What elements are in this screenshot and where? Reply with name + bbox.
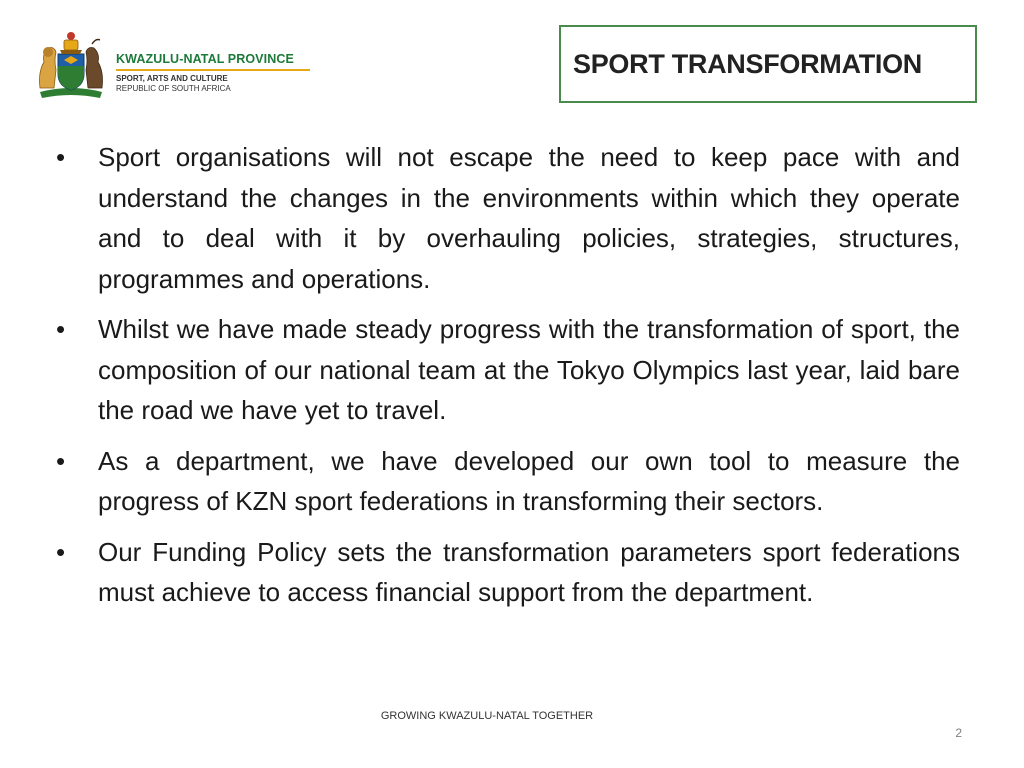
- logo-department-name: SPORT, ARTS AND CULTURE: [116, 74, 228, 83]
- bullet-marker: •: [56, 142, 66, 172]
- bullet-item: [56, 309, 960, 431]
- footer-tagline: GROWING KWAZULU-NATAL TOGETHER: [380, 710, 594, 722]
- bullet-text: Whilst we have made steady progress with the transformation of sport, the composition of our national team at the Tokyo Olympics last year, laid bare the road we have yet to travel.: [98, 314, 960, 425]
- bullet-text: As a department, we have developed our own tool to measure the progress of KZN sport federations in transforming their sectors.: [98, 445, 960, 516]
- bullet-item: [56, 441, 960, 522]
- page-number: 2: [955, 726, 962, 740]
- bullet-list: [56, 137, 960, 623]
- department-logo: [34, 26, 324, 102]
- logo-republic-name: REPUBLIC OF SOUTH AFRICA: [116, 84, 231, 93]
- bullet-text: Our Funding Policy sets the transformation parameters sport federations must achieve to access financial support from the department.: [98, 536, 960, 607]
- logo-text: [116, 52, 326, 94]
- logo-divider: [116, 69, 310, 71]
- bullet-item: [56, 532, 960, 613]
- bullet-item: [56, 137, 960, 299]
- bullet-marker: •: [56, 536, 66, 567]
- title-box: [559, 25, 977, 103]
- slide-title: SPORT TRANSFORMATION: [573, 48, 922, 79]
- coat-of-arms-icon: [34, 26, 108, 102]
- bullet-marker: •: [56, 314, 66, 344]
- logo-province-name: KWAZULU-NATAL PROVINCE: [116, 52, 294, 66]
- bullet-marker: •: [56, 445, 66, 476]
- bullet-text: Sport organisations will not escape the need to keep pace with and understand the changes in the environments within which they operate and to deal with it by overhauling policies, strategies, structures, programmes and operations.: [98, 142, 960, 294]
